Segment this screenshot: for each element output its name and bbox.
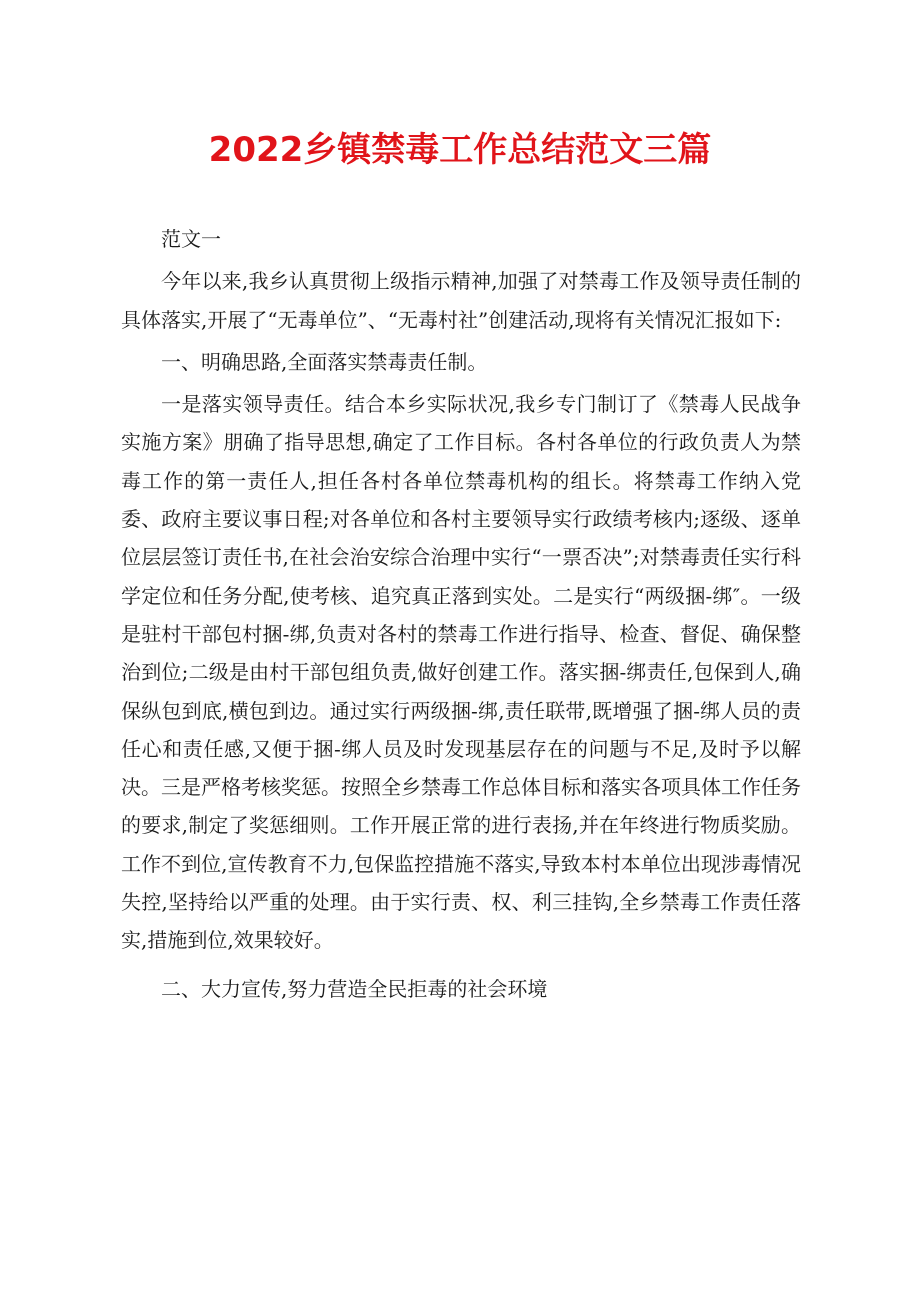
document-body bbox=[121, 220, 801, 1008]
heading-one: 一、明确思路,全面落实禁毒责任制。 bbox=[161, 349, 488, 374]
document-title: 2022乡镇禁毒工作总结范文三篇 bbox=[208, 130, 712, 170]
intro-paragraph: 今年以来,我乡认真贯彻上级指示精神,加强了对禁毒工作及领导责任制的具体落实,开展了“无毒单位”、“无毒村社”创建活动,现将有关情况汇报如下: bbox=[121, 269, 801, 332]
section-label: 范文一 bbox=[161, 227, 221, 251]
heading-two: 二、大力宣传,努力营造全民拒毒的社会环境 bbox=[161, 976, 548, 1001]
body-paragraph: 一是落实领导责任。结合本乡实际状况,我乡专门制订了《禁毒人民战争实施方案》朋确了指导思想,确定了工作目标。各村各单位的行政负责人为禁毒工作的第一责任人,担任各村各单位禁毒机构的组长。将禁毒工作纳入党委、政府主要议事日程;对各单位和各村主要领导实行政绩考核内;逐级、逐单位层层签订责任书,在社会治安综合治理中实行“一票否决”;对禁毒责任实行科学定位和任务分配,使考核、追究真正落到实处。二是实行“两级捆-绑″。一级是驻村干部包村捆-绑,负责对各村的禁毒工作进行指导、检查、督促、确保整治到位;二级是由村干部包组负责,做好创建工作。落实捆-绑责任,包保到人,确保纵包到底,横包到边。通过实行两级捆-绑,责任联带,既增强了捆-绑人员的责任心和责任感,又便于捆-绑人员及时发现基层存在的问题与不足,及时予以解决。三是严格考核奖惩。按照全乡禁毒工作总体目标和落实各项具体工作任务的要求,制定了奖惩细则。工作开展正常的进行表扬,并在年终进行物质奖励。工作不到位,宣传教育不力,包保监控措施不落实,导致本村本单位出现涉毒情况失控,坚持给以严重的处理。由于实行责、权、利三挂钩,全乡禁毒工作责任落实,措施到位,效果较好。 bbox=[121, 392, 801, 953]
